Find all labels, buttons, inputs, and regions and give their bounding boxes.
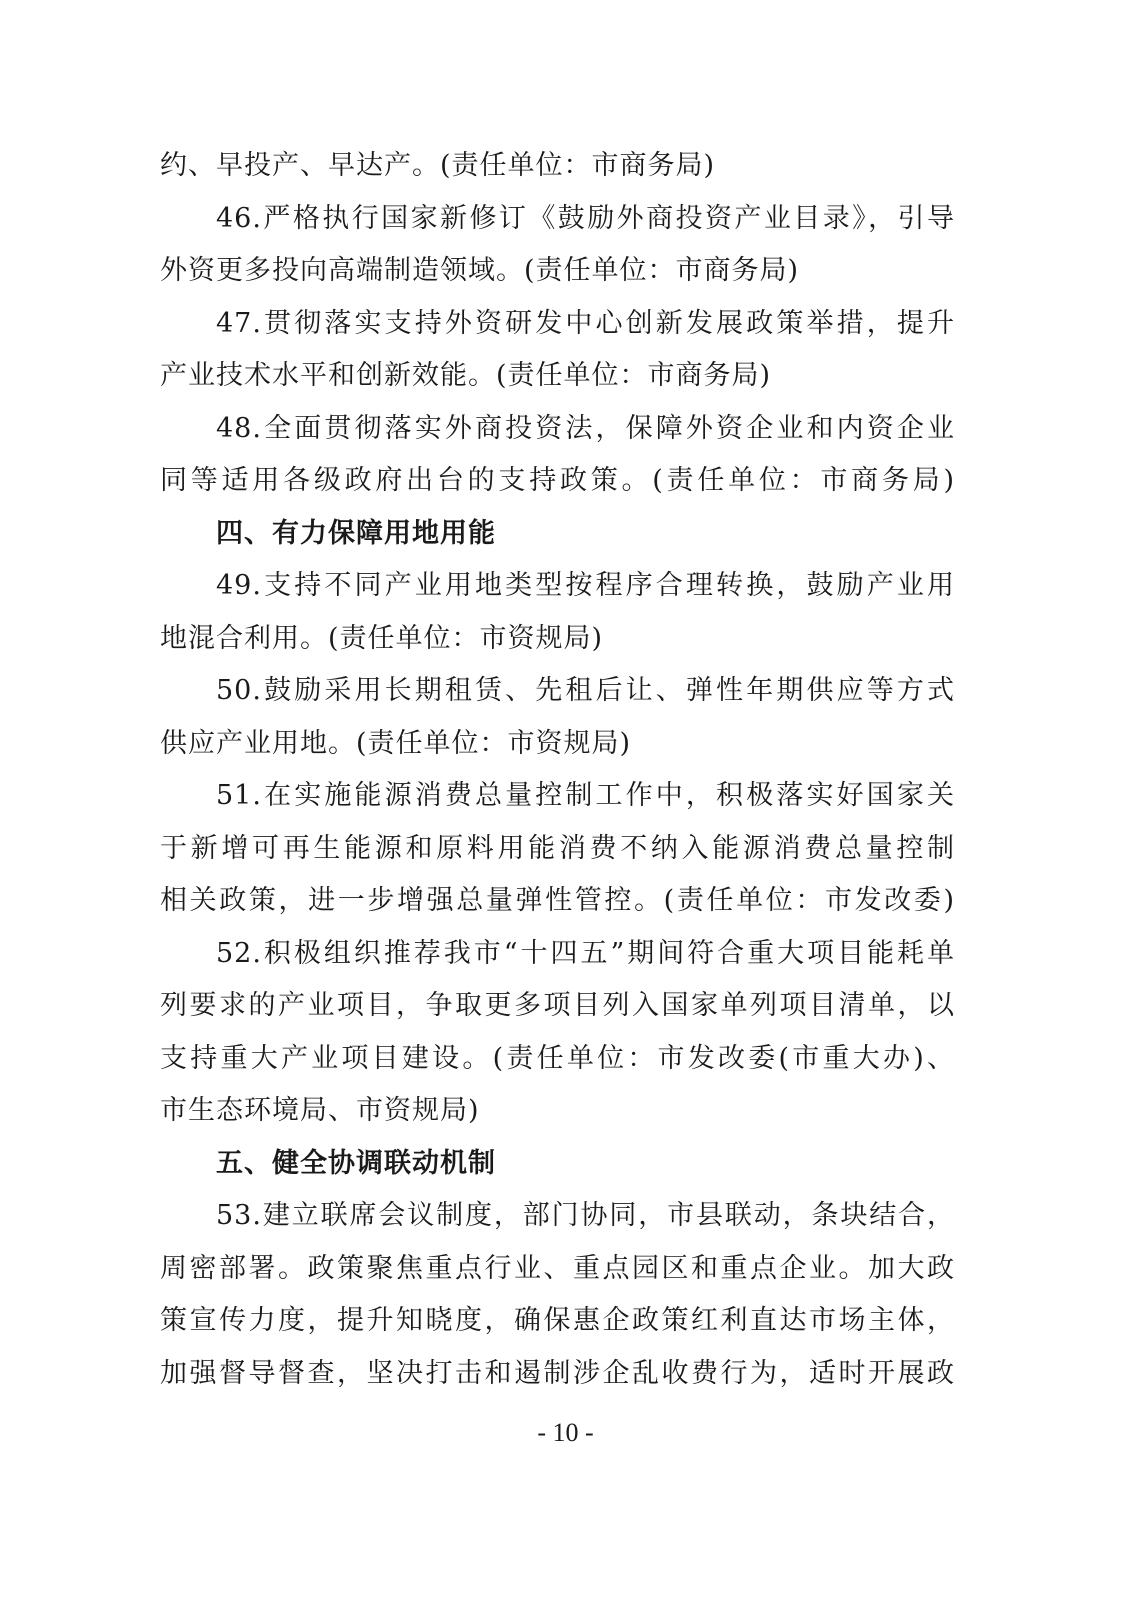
section-heading: 四、有力保障用地用能	[216, 517, 496, 549]
paragraph-line: 外资更多投向高端制造领域。(责任单位：市商务局)	[160, 255, 800, 286]
paragraph-line: 于新增可再生能源和原料用能消费不纳入能源消费总量控制	[160, 832, 955, 864]
paragraph-line: 相关政策，进一步增强总量弹性管控。(责任单位：市发改委)	[160, 885, 955, 916]
paragraph-line: 同等适用各级政府出台的支持政策。(责任单位：市商务局)	[160, 465, 955, 496]
paragraph-line: 53.建立联席会议制度，部门协同，市县联动，条块结合，	[216, 1200, 955, 1231]
paragraph-line: 加强督导督查，坚决打击和遏制涉企乱收费行为，适时开展政	[160, 1357, 955, 1389]
paragraph-line: 列要求的产业项目，争取更多项目列入国家单列项目清单，以	[160, 990, 955, 1021]
paragraph-line: 约、早投产、早达产。(责任单位：市商务局)	[160, 150, 716, 181]
paragraph-line: 市生态环境局、市资规局)	[160, 1095, 480, 1126]
paragraph-line: 50.鼓励采用长期租赁、先租后让、弹性年期供应等方式	[216, 675, 955, 706]
paragraph-line: 支持重大产业项目建设。(责任单位：市发改委(市重大办)、	[160, 1042, 955, 1074]
page-number: - 10 -	[537, 1418, 594, 1447]
paragraph-line: 地混合利用。(责任单位：市资规局)	[160, 622, 604, 654]
section-heading: 五、健全协调联动机制	[216, 1147, 496, 1179]
document-body	[160, 140, 955, 1400]
paragraph-line: 供应产业用地。(责任单位：市资规局)	[160, 727, 632, 759]
paragraph-line: 48.全面贯彻落实外商投资法，保障外资企业和内资企业	[216, 412, 955, 444]
paragraph-line: 47.贯彻落实支持外资研发中心创新发展政策举措，提升	[216, 307, 955, 339]
paragraph-line: 策宣传力度，提升知晓度，确保惠企政策红利直达市场主体，	[160, 1305, 955, 1336]
paragraph-line: 46.严格执行国家新修订《鼓励外商投资产业目录》，引导	[216, 202, 955, 234]
paragraph-line: 49.支持不同产业用地类型按程序合理转换，鼓励产业用	[216, 570, 955, 601]
paragraph-line: 产业技术水平和创新效能。(责任单位：市商务局)	[160, 360, 772, 391]
paragraph-line: 周密部署。政策聚焦重点行业、重点园区和重点企业。加大政	[160, 1252, 955, 1284]
paragraph-line: 52.积极组织推荐我市“十四五”期间符合重大项目能耗单	[216, 937, 955, 969]
paragraph-line: 51.在实施能源消费总量控制工作中，积极落实好国家关	[216, 780, 955, 811]
